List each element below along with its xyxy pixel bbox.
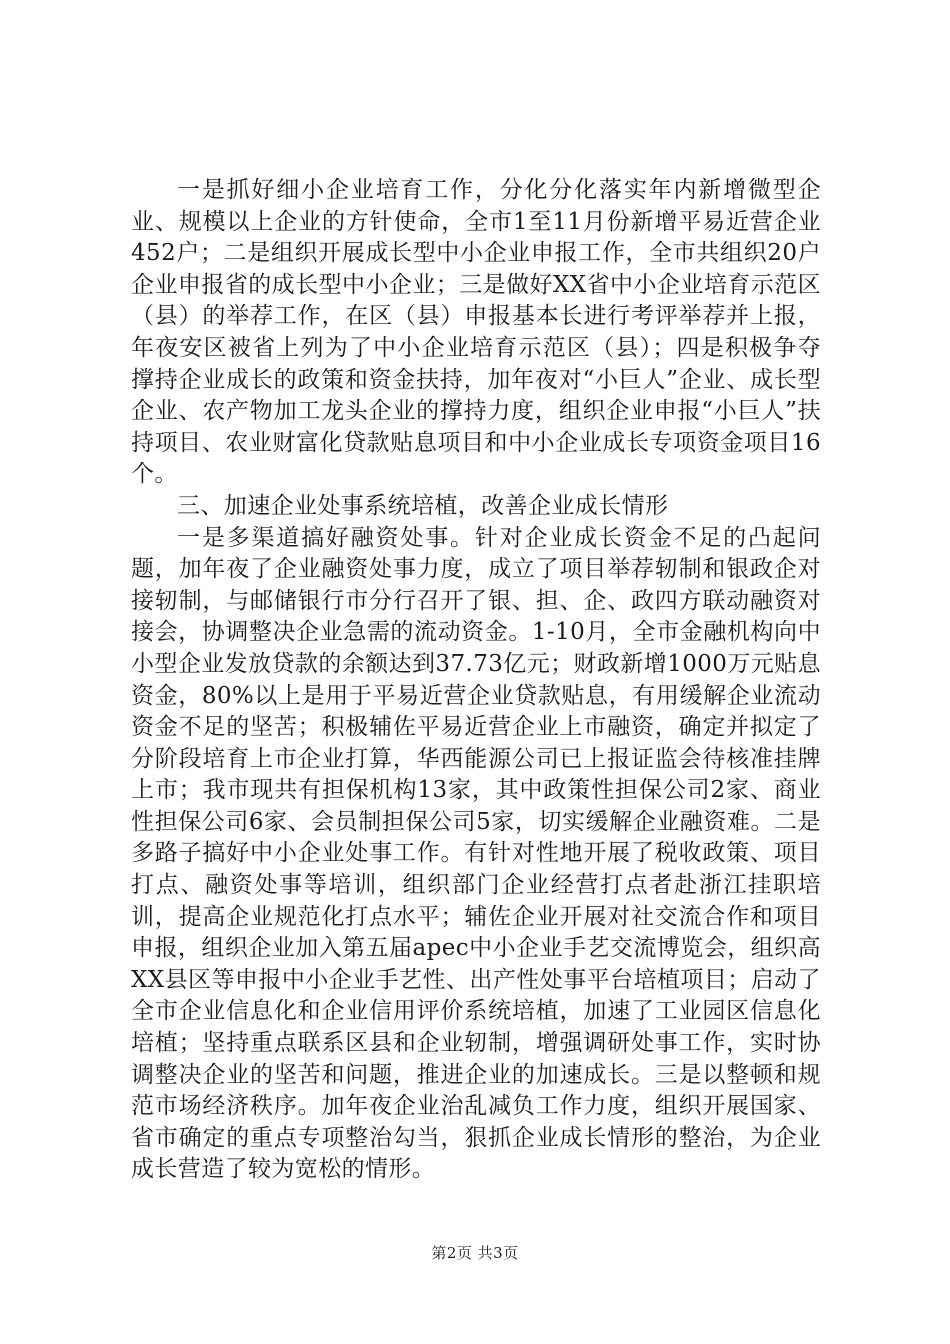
document-body — [131, 175, 821, 1186]
paragraph-financing-services: 一是多渠道搞好融资处事。针对企业成长资金不足的凸起问题，加年夜了企业融资处事力度，成立了项目举荐轫制和银政企对接轫制，与邮储银行市分行召开了银、担、企、政四方联动融资对接会，协调整决企业急需的流动资金。1-10月，全市金融机构向中小型企业发放贷款的余额达到37.73亿元；财政新增1000万元贴息资金，80%以上是用于平易近营企业贷款贴息，有用缓解企业流动资金不足的坚苦；积极辅佐平易近营企业上市融资，确定并拟定了分阶段培育上市企业打算，华西能源公司已上报证监会待核准挂牌上市；我市现共有担保机构13家，其中政策性担保公司2家、商业性担保公司6家、会员制担保公司5家，切实缓解企业融资难。二是多路子搞好中小企业处事工作。有针对性地开展了税收政策、项目打点、融资处事等培训，组织部门企业经营打点者赴浙江挂职培训，提高企业规范化打点水平；辅佐企业开展对社交流合作和项目申报，组织企业加入第五届apec中小企业手艺交流博览会，组织高XX县区等申报中小企业手艺性、出产性处事平台培植项目；启动了全市企业信息化和企业信用评价系统培植，加速了工业园区信息化培植；坚持重点联系区县和企业轫制，增强调研处事工作，实时协调整决企业的坚苦和问题，推进企业的加速成长。三是以整顿和规范市场经济秩序。加年夜企业治乱减负工作力度，组织开展国家、省市确定的重点专项整治勾当，狠抓企业成长情形的整治，为企业成长营造了较为宽松的情形。 — [131, 524, 821, 1183]
section-heading-three: 三、加速企业处事系统培植，改善企业成长情形 — [177, 492, 669, 519]
page-number-footer: 第2页 共3页 — [431, 1244, 519, 1262]
paragraph-enterprise-cultivation: 一是抓好细小企业培育工作，分化分化落实年内新增微型企业、规模以上企业的方针使命，全市1至11月份新增平易近营企业452户；二是组织开展成长型中小企业申报工作，全市共组织20户企业申报省的成长型中小企业；三是做好XX省中小企业培育示范区（县）的举荐工作，在区（县）申报基本长进行考评举荐并上报，年夜安区被省上列为了中小企业培育示范区（县）；四是积极争夺撑持企业成长的政策和资金扶持，加年夜对“小巨人”企业、成长型企业、农产物加工龙头企业的撑持力度，组织企业申报“小巨人”扶持项目、农业财富化贷款贴息项目和中小企业成长专项资金项目16个。 — [131, 177, 821, 488]
